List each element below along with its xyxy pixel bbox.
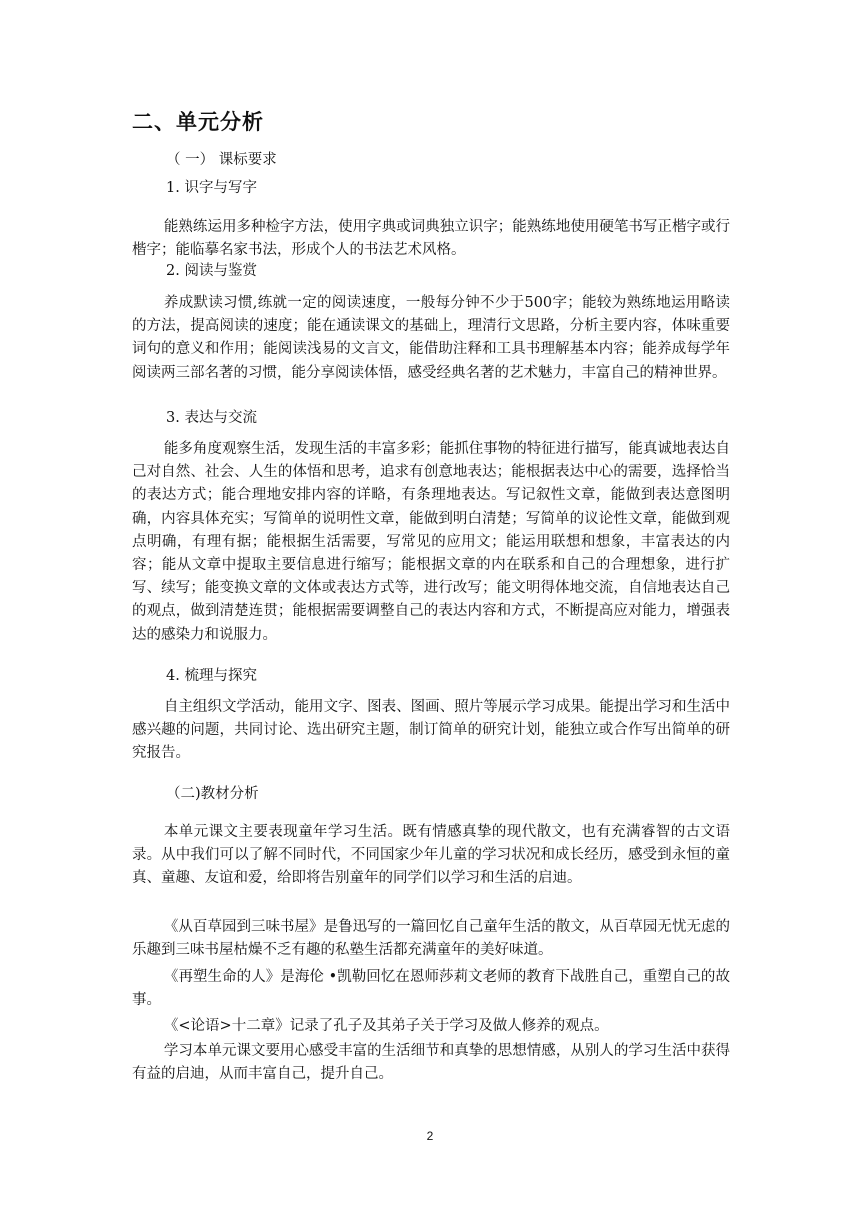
item-title-expression: 3. 表达与交流 — [166, 410, 257, 426]
textbook-paragraph: 《再塑生命的人》是海伦 •凯勒回忆在恩师莎莉文老师的教育下战胜自己，重塑自己的故事。 — [132, 969, 730, 1009]
textbook-paragraph: 《<论语>十二章》记录了孔子及其弟子关于学习及做人修养的观点。 — [163, 1018, 609, 1034]
item-title-inquiry: 4. 梳理与探究 — [166, 668, 257, 684]
item-text-inquiry: 自主组织文学活动，能用文字、图表、图画、照片等展示学习成果。能提出学习和生活中感兴趣的问题，共同讨论、选出研究主题，制订简单的研究计划，能独立或合作写出简单的研究报告。 — [132, 699, 730, 762]
textbook-paragraph: 《从百草园到三味书屋》是鲁迅写的一篇回忆自己童年生活的散文，从百草园无忧无虑的乐趣到三味书屋枯燥不乏有趣的私塾生活都充满童年的美好味道。 — [132, 919, 730, 959]
item-text-expression: 能多角度观察生活，发现生活的丰富多彩；能抓住事物的特征进行描写，能真诚地表达自己对自然、社会、人生的体悟和思考，追求有创意地表达；能根据表达中心的需要，选择恰当的表达方式；能合理地安排内容的详略，有条理地表达。写记叙性文章，能做到表达意图明确，内容具体充实；写简单的说明性文章，能做到明白清楚；写简单的议论性文章，能做到观点明确，有理有据；能根据生活需要，写常见的应用文；能运用联想和想象，丰富表达的内容；能从文章中提取主要信息进行缩写；能根据文章的内在联系和自己的合理想象，进行扩写、续写；能变换文章的文体或表达方式等，进行改写；能文明得体地交流，自信地表达自己的观点，做到清楚连贯；能根据需要调整自己的表达内容和方式，不断提高应对能力，增强表达的感染力和说服力。 — [132, 441, 730, 643]
textbook-paragraph: 学习本单元课文要用心感受丰富的生活细节和真挚的思想情感，从别人的学习生活中获得有益的启迪，从而丰富自己，提升自己。 — [132, 1043, 730, 1083]
item-title-reading: 2. 阅读与鉴赏 — [166, 263, 257, 279]
textbook-paragraph: 本单元课文主要表现童年学习生活。既有情感真挚的现代散文，也有充满睿智的古文语录。从中我们可以了解不同时代，不同国家少年儿童的学习状况和成长经历，感受到永恒的童真、童趣、友谊和爱，给即将告别童年的同学们以学习和生活的启迪。 — [132, 824, 730, 887]
textbook-heading: （二)教材分析 — [166, 786, 259, 802]
curriculum-heading: （ 一） 课标要求 — [166, 152, 277, 168]
section-title: 二、单元分析 — [132, 110, 264, 134]
item-title-literacy: 1. 识字与写字 — [166, 180, 257, 196]
page-number: 2 — [426, 1129, 434, 1143]
item-text-literacy: 能熟练运用多种检字方法，使用字典或词典独立识字；能熟练地使用硬笔书写正楷字或行楷字；能临摹名家书法，形成个人的书法艺术风格。 — [132, 219, 730, 259]
item-text-reading: 养成默读习惯,练就一定的阅读速度，一般每分钟不少于500字；能较为熟练地运用略读的方法，提高阅读的速度；能在通读课文的基础上，理清行文思路，分析主要内容，体味重要词句的意义和作用；能阅读浅易的文言文，能借助注释和工具书理解基本内容；能养成每学年阅读两三部名著的习惯，能分享阅读体悟，感受经典名著的艺术魅力，丰富自己的精神世界。 — [132, 295, 730, 381]
